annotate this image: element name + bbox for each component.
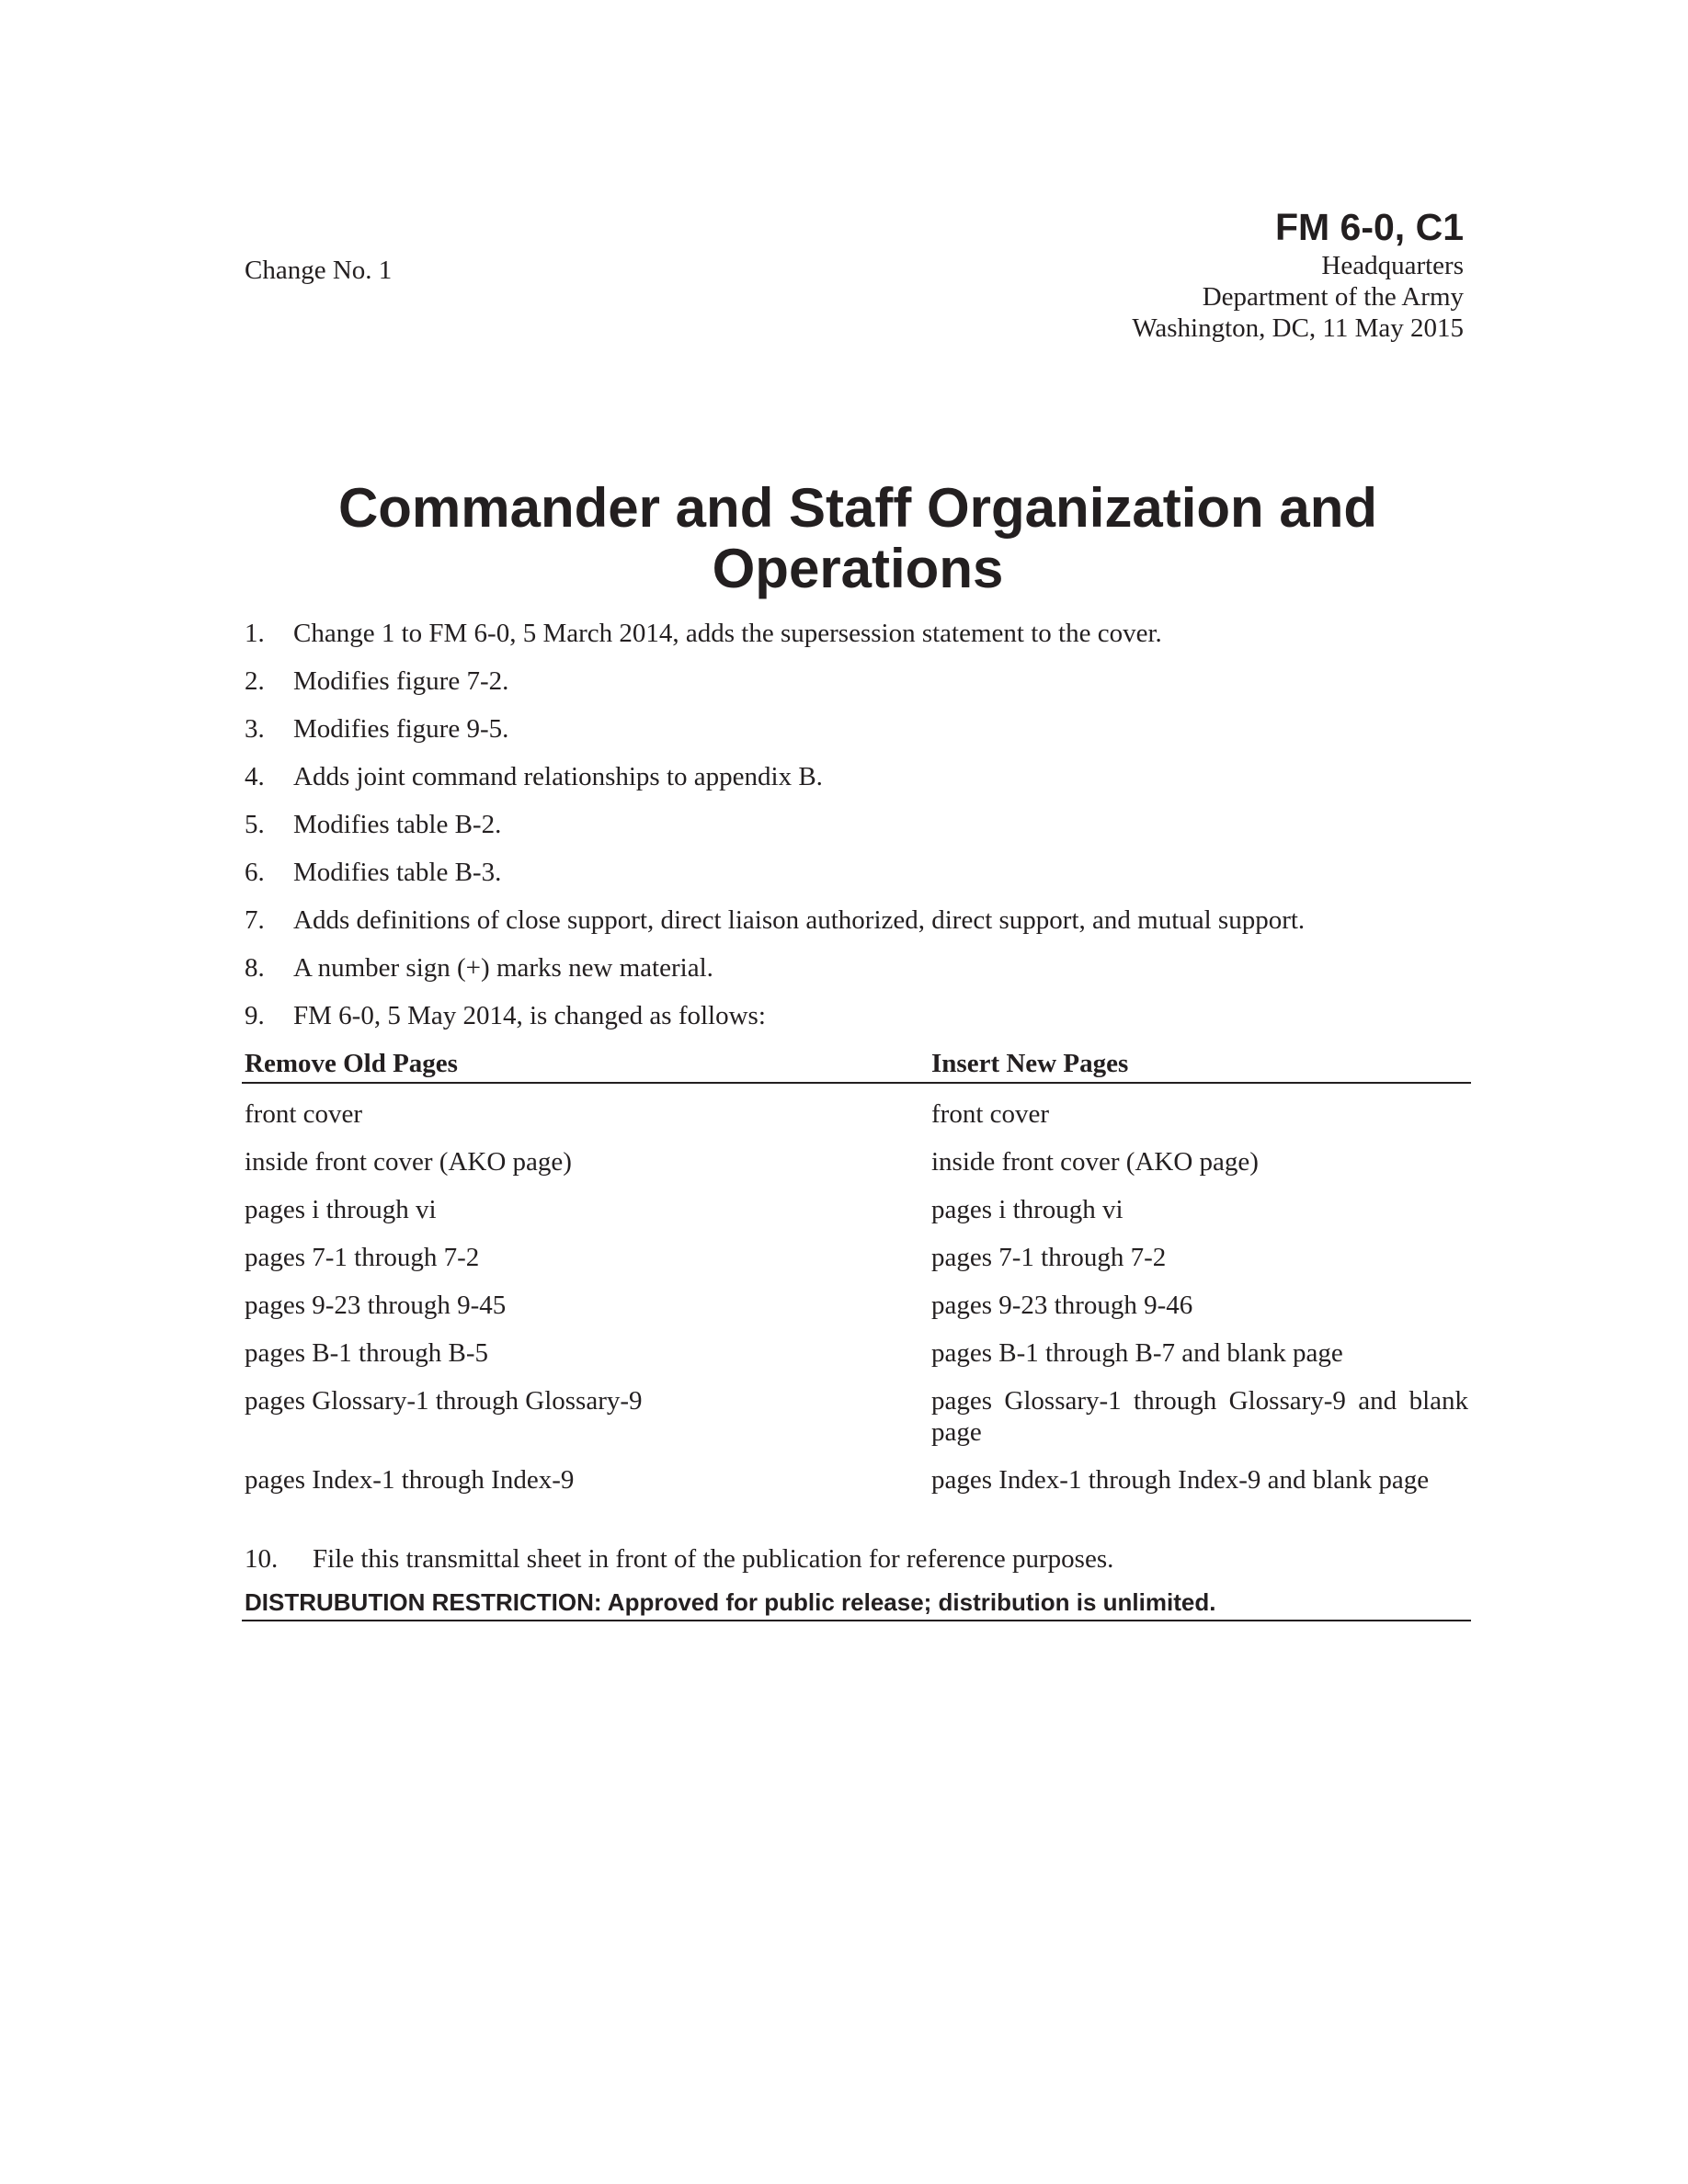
item-number: 1. [245,619,265,648]
item-text: Change 1 to FM 6-0, 5 March 2014, adds the supersession statement to the cover. [293,619,1162,648]
list-item [245,809,1471,857]
list-item [245,618,1471,665]
change-number: Change No. 1 [245,256,393,285]
new-pages-cell: pages B-1 through B-7 and blank page [931,1338,1343,1368]
list-item [245,857,1471,904]
new-pages-cell: inside front cover (AKO page) [931,1147,1259,1177]
table-row [242,1337,1471,1385]
item-text: FM 6-0, 5 May 2014, is changed as follows: [293,1001,766,1030]
org-line-1: Headquarters [1321,251,1464,280]
org-line-2: Department of the Army [1202,282,1464,312]
list-item [245,952,1471,1000]
item-text: Modifies figure 9-5. [293,714,509,744]
distribution-restriction: DISTRUBUTION RESTRICTION: Approved for public release; distribution is unlimited. [242,1587,1471,1621]
list-item [245,1000,1471,1048]
item-number: 2. [245,666,265,696]
old-pages-cell: pages 9-23 through 9-45 [245,1291,507,1320]
column-header-remove: Remove Old Pages [242,1048,929,1083]
table-row [242,1385,1471,1464]
item-text: A number sign (+) marks new material. [293,953,713,983]
list-item [245,713,1471,761]
column-header-insert: Insert New Pages [929,1048,1471,1083]
item-number: 8. [245,953,265,983]
table-row [242,1146,1471,1194]
old-pages-cell: inside front cover (AKO page) [245,1147,572,1177]
table-row [242,1464,1471,1512]
item-number: 9. [245,1001,265,1030]
publication-header [1132,204,1464,344]
old-pages-cell: pages Glossary-1 through Glossary-9 [245,1386,643,1416]
change-list [245,618,1471,1048]
list-item [245,761,1471,809]
new-pages-cell: pages 7-1 through 7-2 [931,1243,1167,1272]
table-row [242,1290,1471,1337]
table-row [242,1242,1471,1290]
title-line-1: Commander and Staff Organization and [337,477,1378,539]
old-pages-cell: pages i through vi [245,1195,437,1224]
new-pages-cell: pages i through vi [931,1195,1123,1224]
item-text: Adds joint command relationships to appendix B. [293,762,823,791]
item-number: 6. [245,858,265,887]
new-pages-cell: pages Index-1 through Index-9 and blank page [931,1465,1430,1495]
item-number: 10. [245,1544,279,1574]
list-item [245,904,1471,952]
old-pages-cell: pages B-1 through B-5 [245,1338,488,1368]
item-number: 5. [245,810,265,839]
item-number: 7. [245,905,265,935]
title-line-2: Operations [712,538,1004,599]
new-pages-cell: pages Glossary-1 through Glossary-9 and blank page [931,1386,1468,1447]
list-item-10 [245,1543,1113,1575]
item-number: 3. [245,714,265,744]
old-pages-cell: pages 7-1 through 7-2 [245,1243,480,1272]
item-text: File this transmittal sheet in front of the publication for reference purposes. [313,1544,1114,1574]
item-text: Modifies table B-2. [293,810,502,839]
publication-id: FM 6-0, C1 [1274,206,1464,248]
document-title [245,478,1471,599]
old-pages-cell: front cover [245,1099,363,1129]
table-row [242,1083,1471,1146]
table-header-row [242,1048,1471,1083]
item-number: 4. [245,762,265,791]
new-pages-cell: front cover [931,1099,1050,1129]
location-date: Washington, DC, 11 May 2015 [1132,313,1464,343]
page-change-table [242,1048,1471,1512]
old-pages-cell: pages Index-1 through Index-9 [245,1465,575,1495]
item-text: Modifies figure 7-2. [293,666,509,696]
item-text: Modifies table B-3. [293,858,502,887]
table-row [242,1194,1471,1242]
new-pages-cell: pages 9-23 through 9-46 [931,1291,1193,1320]
item-text: Adds definitions of close support, direct liaison authorized, direct support, and mutual support. [293,905,1306,935]
list-item [245,665,1471,713]
